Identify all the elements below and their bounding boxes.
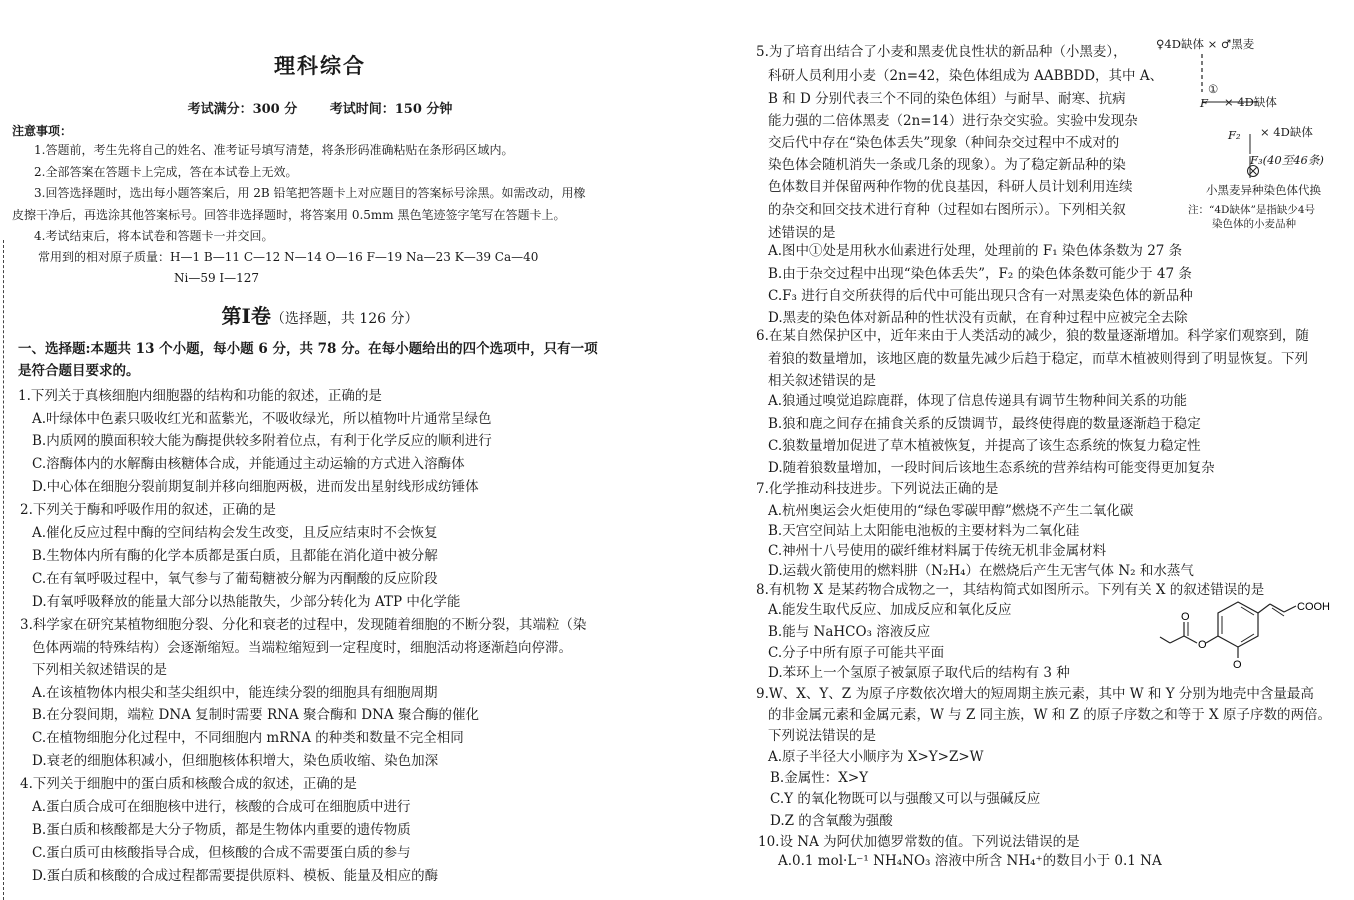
full-score: 考试满分：300 分 — [187, 102, 298, 117]
question-line: A.能发生取代反应、加成反应和氧化反应 — [768, 602, 1012, 618]
question-line: C.F₃ 进行自交所获得的后代中可能出现只含有一对黑麦染色体的新品种 — [768, 288, 1193, 304]
answer-option: D.中心体在细胞分裂前期复制并移向细胞两极，进而发出星射线形成纺锤体 — [32, 479, 479, 495]
answer-option: A.蛋白质合成可在细胞核中进行，核酸的合成可在细胞质中进行 — [32, 799, 411, 815]
answer-option: B.蛋白质和核酸都是大分子物质，都是生物体内重要的遗传物质 — [32, 822, 411, 838]
part-title-main: 第Ⅰ卷 — [221, 304, 271, 328]
carbonyl-o-label: O — [1181, 611, 1190, 623]
question-line: B.能与 NaHCO₃ 溶液反应 — [768, 624, 931, 640]
question-line: B.狼和鹿之间存在捕食关系的反馈调节，最终使得鹿的数量逐渐趋于稳定 — [768, 416, 1201, 432]
question-stem: 9.W、X、Y、Z 为原子序数依次增大的短周期主族元素，其中 W 和 Y 分别为地壳中含量最高 — [756, 686, 1314, 702]
question-line: 下列说法错误的是 — [768, 728, 876, 744]
left-page — [0, 0, 640, 900]
ester-o-label: O — [1198, 639, 1207, 651]
question-stem: 3.科学家在研究某植物细胞分裂、分化和衰老的过程中，发现随着细胞的不断分裂，其端粒（染 — [20, 617, 587, 633]
part-title — [0, 300, 640, 329]
notice-item: 1.答题前，考生先将自己的姓名、准考证号填写清楚，将条形码准确粘贴在条形码区域内。 — [34, 143, 514, 157]
right-page — [748, 0, 1348, 900]
answer-option: A.叶绿体中色素只吸收红光和蓝紫光，不吸收绿光，所以植物叶片通常呈绿色 — [32, 411, 492, 427]
question-stem: 6.在某自然保护区中，近年来由于人类活动的减少，狼的数量逐渐增加。科学家们观察到，随 — [756, 328, 1309, 344]
question-line: 色体数目并保留两种作物的优良基因，科研人员计划利用连续 — [768, 179, 1133, 195]
answer-option: 下列相关叙述错误的是 — [32, 662, 167, 678]
cooh-label: COOH — [1297, 601, 1330, 613]
notice-item: 4.考试结束后，将本试卷和答题卡一并交回。 — [34, 229, 274, 243]
question-line: 的非金属元素和金属元素，W 与 Z 同主族，W 和 Z 的原子序数之和等于 X 原子序数的两倍。 — [768, 707, 1331, 723]
diagram-cross-2: × 4D缺体 — [1224, 95, 1277, 109]
answer-option: A.催化反应过程中酶的空间结构会发生改变，且反应结束时不会恢复 — [32, 525, 438, 541]
question-line: D.Z 的含氧酸为强酸 — [770, 813, 893, 829]
question-line: D.运载火箭使用的燃料肼（N₂H₄）在燃烧后产生无害气体 N₂ 和水蒸气 — [768, 563, 1194, 579]
question-line: 着狼的数量增加，该地区鹿的数量先减少后趋于稳定，而草木植被则得到了明显恢复。下列 — [768, 351, 1308, 367]
answer-option: C.在植物细胞分化过程中，不同细胞内 mRNA 的种类和数量不完全相同 — [32, 730, 464, 746]
question-stem: 2.下列关于酶和呼吸作用的叙述，正确的是 — [20, 502, 276, 518]
diagram-caption: 小黑麦异种染色体代换 — [1206, 183, 1321, 197]
question-line: C.神州十八号使用的碳纤维材料属于传统无机非金属材料 — [768, 543, 1107, 559]
question-line: 染色体会随机消失一条或几条的现象）。为了稳定新品种的染 — [768, 157, 1126, 173]
question-line: 交后代中存在“染色体丢失”现象（种间杂交过程中不成对的 — [768, 135, 1120, 151]
notice-item: 2.全部答案在答题卡上完成，答在本试卷上无效。 — [34, 165, 298, 179]
question-line: B.金属性：X>Y — [770, 770, 869, 786]
question-stem: 7.化学推动科技进步。下列说法正确的是 — [756, 481, 999, 497]
answer-option: B.内质网的膜面积较大能为酶提供较多附着位点，有利于化学反应的顺利进行 — [32, 433, 492, 449]
question-stem: 4.下列关于细胞中的蛋白质和核酸合成的叙述，正确的是 — [20, 776, 357, 792]
question-stem: 8.有机物 X 是某药物合成物之一，其结构简式如图所示。下列有关 X 的叙述错误的是 — [756, 582, 1265, 598]
structural-formula — [1098, 592, 1330, 674]
answer-option: D.衰老的细胞体积减小，但细胞核体积增大，染色质收缩、染色加深 — [32, 753, 439, 769]
notice-heading: 注意事项： — [12, 124, 73, 138]
question-stem: 1.下列关于真核细胞内细胞器的结构和功能的叙述，正确的是 — [18, 388, 382, 404]
question-line: B 和 D 分别代表三个不同的染色体组）与耐旱、耐寒、抗病 — [768, 91, 1126, 107]
question-stem: 10.设 NA 为阿伏加德罗常数的值。下列说法错误的是 — [758, 834, 1080, 850]
question-line: 能力强的二倍体黑麦（2n=14）进行杂交实验。实验中发现杂 — [768, 113, 1138, 129]
question-line: C.狼数量增加促进了草木植被恢复，并提高了该生态系统的恢复力稳定性 — [768, 438, 1201, 454]
exam-time: 考试时间：150 分钟 — [329, 102, 453, 117]
answer-option: C.在有氧呼吸过程中，氧气参与了葡萄糖被分解为丙酮酸的反应阶段 — [32, 571, 438, 587]
selfing-icon — [1246, 164, 1260, 178]
question-line: A.狼通过嗅觉追踪鹿群，体现了信息传递具有调节生物种间关系的功能 — [768, 393, 1188, 409]
question-line: A.0.1 mol·L⁻¹ NH₄NO₃ 溶液中所含 NH₄⁺的数目小于 0.1 NA — [778, 853, 1162, 869]
question-line: B.由于杂交过程中出现“染色体丢失”，F₂ 的染色体条数可能少于 47 条 — [768, 266, 1192, 282]
notice-item: 3.回答选择题时，选出每小题答案后，用 2B 铅笔把答题卡上对应题目的答案标号涂黑。如需改动，用橡 — [34, 186, 586, 200]
question-line: C.分子中所有原子可能共平面 — [768, 645, 945, 661]
part-title-sub: （选择题，共 126 分） — [270, 311, 419, 327]
question-line: 相关叙述错误的是 — [768, 373, 876, 389]
question-line: D.苯环上一个氢原子被氯原子取代后的结构有 3 种 — [768, 665, 1070, 681]
question-line: 述错误的是 — [768, 225, 836, 241]
methoxy-o-label: O — [1233, 659, 1242, 671]
answer-option: 色体两端的特殊结构）会逐渐缩短。当端粒缩短到一定程度时，细胞活动将逐渐趋向停滞。 — [32, 640, 572, 656]
diagram-note: 注：“4D缺体”是指缺少4号 — [1188, 204, 1316, 216]
answer-option: C.溶酶体内的水解酶由核糖体合成，并能通过主动运输的方式进入溶酶体 — [32, 456, 465, 472]
question-line: A.图中①处是用秋水仙素进行处理，处理前的 F₁ 染色体条数为 27 条 — [768, 243, 1183, 259]
question-line: B.天宫空间站上太阳能电池板的主要材料为二氧化硅 — [768, 523, 1080, 539]
answer-option: B.生物体内所有酶的化学本质都是蛋白质，且都能在消化道中被分解 — [32, 548, 438, 564]
question-line: 科研人员利用小麦（2n=42，染色体组成为 AABBDD，其中 A、 — [768, 68, 1164, 84]
diagram-note: 染色体的小麦品种 — [1212, 218, 1296, 230]
diagram-cross-3: × 4D缺体 — [1260, 125, 1313, 139]
notice-item: 皮擦干净后，再选涂其他答案标号。回答非选择题时，将答案用 0.5mm 黑色笔迹签字笔写在答题卡上。 — [12, 208, 566, 222]
diagram-f-label: F — [1200, 96, 1208, 110]
question-stem: 5.为了培育出结合了小麦和黑麦优良性状的新品种（小黑麦）， — [756, 44, 1127, 60]
answer-option: A.在该植物体内根尖和茎尖组织中，能连续分裂的细胞具有细胞周期 — [32, 685, 438, 701]
question-line: 的杂交和回交技术进行育种（过程如右图所示）。下列相关叙 — [768, 202, 1126, 218]
exam-info — [0, 98, 640, 117]
answer-option: B.在分裂间期，端粒 DNA 复制时需要 RNA 聚合酶和 DNA 聚合酶的催化 — [32, 707, 479, 723]
question-line: D.黑麦的染色体对新品种的性状没有贡献，在育种过程中应被完全去除 — [768, 310, 1188, 326]
answer-option: D.有氧呼吸释放的能量大部分以热能散失，少部分转化为 ATP 中化学能 — [32, 594, 461, 610]
answer-option: C.蛋白质可由核酸指导合成，但核酸的合成不需要蛋白质的参与 — [32, 845, 411, 861]
section-intro: 一、选择题:本题共 13 个小题，每小题 6 分，共 78 分。在每小题给出的四个选项中，只有一项 — [18, 341, 598, 357]
answer-option: D.蛋白质和核酸的合成过程都需要提供原料、模板、能量及相应的酶 — [32, 868, 439, 884]
question-line: A.原子半径大小顺序为 X>Y>Z>W — [768, 749, 984, 765]
question-line: D.随着狼数量增加，一段时间后该地生态系统的营养结构可能变得更加复杂 — [768, 460, 1215, 476]
exam-title: 理科综合 — [274, 53, 366, 78]
diagram-marker: ① — [1208, 82, 1219, 96]
diagram-f3: F₃(40至46条) — [1250, 153, 1324, 167]
question-line: A.杭州奥运会火炬使用的“绿色零碳甲醇”燃烧不产生二氧化碳 — [768, 503, 1134, 519]
diagram-f2: F₂ — [1228, 128, 1241, 142]
diagram-arrows — [1188, 52, 1228, 182]
atomic-mass-line: 常用到的相对原子质量：H—1 B—11 C—12 N—14 O—16 F—19 Na—23 K—39 Ca—40 — [38, 250, 539, 264]
section-intro: 是符合题目要求的。 — [18, 363, 140, 379]
diagram-cross-1: ♀4D缺体 × ♂黑麦 — [1156, 37, 1255, 51]
question-line: C.Y 的氧化物既可以与强酸又可以与强碱反应 — [770, 791, 1041, 807]
atomic-mass-line: Ni—59 I—127 — [174, 271, 260, 285]
